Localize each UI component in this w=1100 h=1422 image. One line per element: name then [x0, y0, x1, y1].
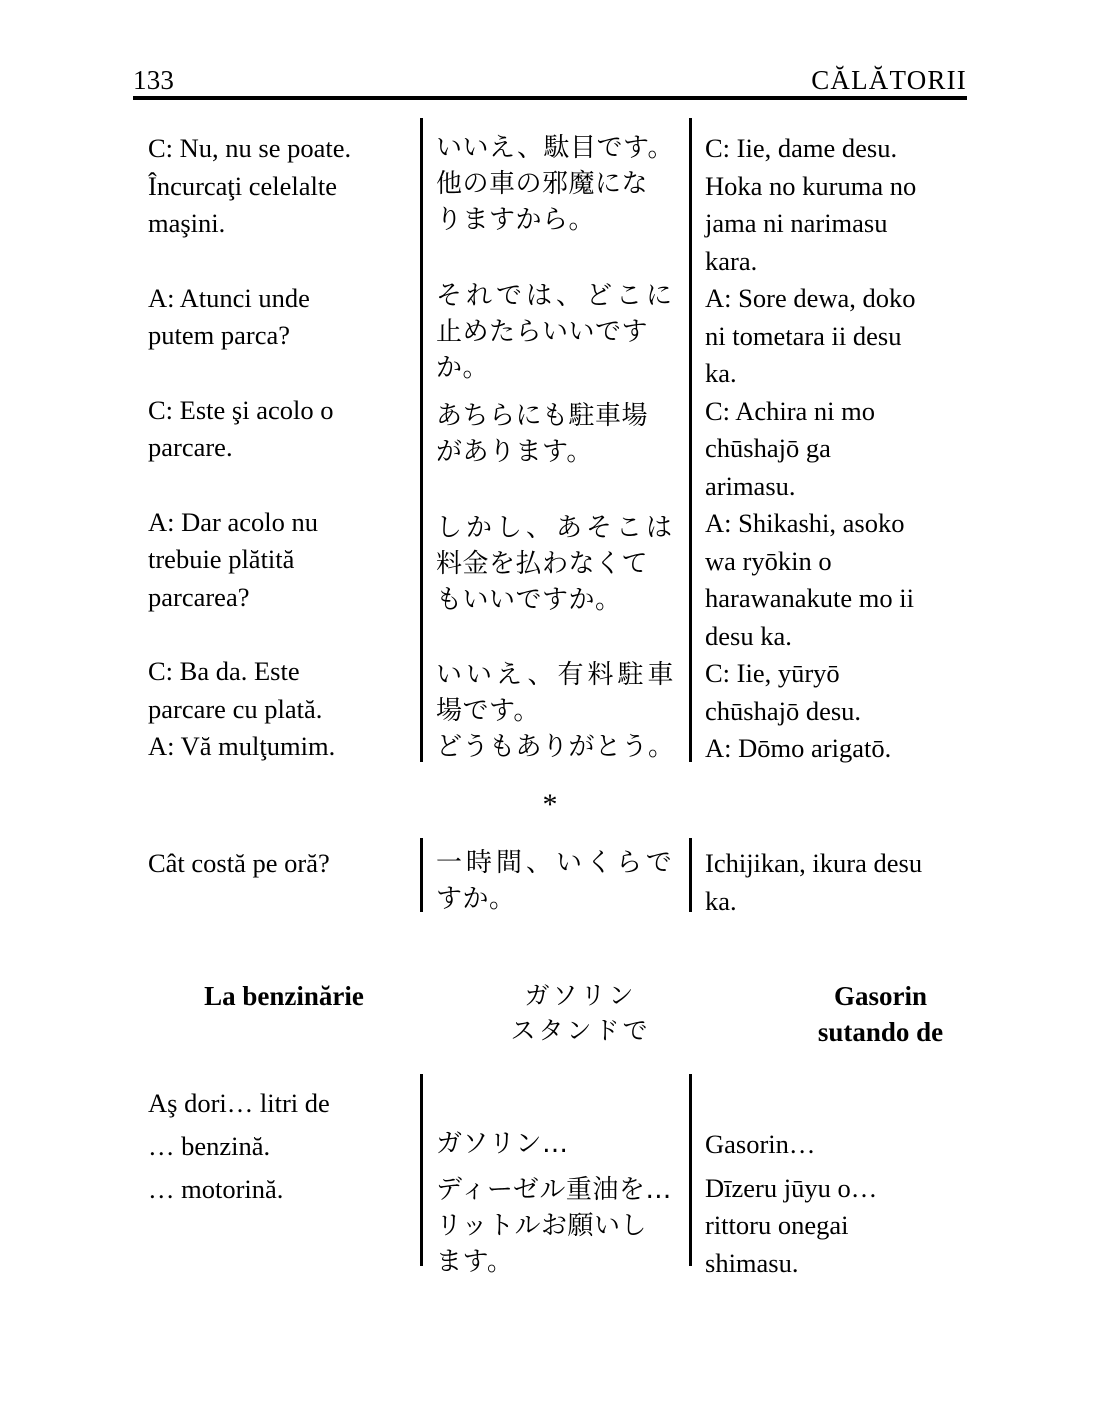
- dialogue-line: 料金を払わなくて: [436, 549, 649, 579]
- dialogue-line: C: Este şi acolo o: [148, 394, 334, 425]
- phrase-line: Dīzeru jūyu o…: [705, 1172, 878, 1203]
- dialogue-line: あちらにも駐車場: [436, 401, 649, 431]
- fuel-row-block: [148, 1082, 972, 1282]
- dialogue-line: kara.: [705, 245, 758, 276]
- column-divider: [689, 1074, 692, 1266]
- section-divider-asterisk: *: [542, 788, 558, 821]
- dialogue-line: ni tometara ii desu: [705, 320, 902, 351]
- dialogue-block-top: [148, 130, 972, 768]
- phrase-line: Gasorin…: [705, 1129, 816, 1159]
- dialogue-line: parcare.: [148, 432, 233, 462]
- section-title-japanese-line1: ガソリン: [524, 981, 637, 1010]
- dialogue-line: C: Iie, dame desu.: [705, 133, 898, 163]
- section-title-romaji-line1: Gasorin: [833, 981, 927, 1011]
- column-divider: [420, 838, 423, 912]
- price-column-romanian: [148, 845, 420, 920]
- dialogue-line: chūshajō desu.: [705, 695, 862, 726]
- running-head: [133, 56, 967, 94]
- dialogue-line: 他の車の邪魔にな: [436, 169, 649, 199]
- dialogue-line: chūshajō ga: [705, 433, 831, 463]
- column-divider: [420, 118, 423, 762]
- phrase-line: 一時間、いくらで: [436, 848, 676, 878]
- dialogue-line: maşini.: [148, 208, 226, 238]
- dialogue-column-japanese: [420, 130, 689, 768]
- dialogue-line: があります。: [436, 437, 593, 467]
- dialogue-line: もいいですか。: [436, 585, 622, 615]
- section-title-romaji-line2: sutando de: [817, 1017, 944, 1047]
- phrase-line: … motorină.: [148, 1174, 284, 1204]
- phrase-line: ガソリン…: [436, 1129, 569, 1159]
- dialogue-line: A: Vă mulţumim.: [148, 731, 336, 761]
- dialogue-line: A: Dōmo arigatō.: [705, 733, 892, 763]
- dialogue-line: putem parca?: [148, 320, 290, 350]
- paragraph-gap: [436, 1162, 681, 1172]
- dialogue-line: parcarea?: [148, 581, 250, 612]
- dialogue-line: jama ni narimasu: [705, 208, 888, 238]
- dialogue-line: C: Iie, yūryō: [705, 658, 840, 688]
- dialogue-line: それでは、どこに: [436, 281, 677, 311]
- dialogue-line: A: Sore dewa, doko: [705, 283, 916, 313]
- phrase-line: Ichijikan, ikura desu: [705, 848, 923, 878]
- dialogue-line: か。: [436, 353, 490, 383]
- dialogue-line: arimasu.: [705, 470, 796, 501]
- phrase-line: shimasu.: [705, 1247, 799, 1278]
- dialogue-line: desu ka.: [705, 620, 792, 651]
- paragraph-gap: [436, 238, 681, 278]
- dialogue-line: どうもありがとう。: [436, 732, 675, 762]
- dialogue-line: しかし、あそこは: [436, 513, 677, 543]
- paragraph-gap: [148, 355, 410, 392]
- phrase-line: リットルお願いし: [436, 1211, 647, 1241]
- paragraph-gap: [148, 243, 410, 280]
- paragraph-gap: [436, 386, 681, 398]
- paragraph-gap: [148, 616, 410, 653]
- price-column-romaji: [689, 845, 972, 920]
- phrase-line: ます。: [436, 1247, 514, 1277]
- phrase-line: … benzină.: [148, 1131, 271, 1161]
- dialogue-line: いいえ、有料駐車: [436, 660, 678, 690]
- dialogue-line: 場です。: [436, 696, 540, 726]
- dialogue-line: parcare cu plată.: [148, 693, 323, 724]
- section-title-romanian: La benzinărie: [204, 981, 364, 1011]
- page-number: 133: [133, 65, 175, 95]
- dialogue-line: wa ryōkin o: [705, 545, 832, 576]
- column-divider: [689, 118, 692, 762]
- dialogue-line: C: Ba da. Este: [148, 656, 300, 686]
- dialogue-column-romaji: [689, 130, 972, 768]
- phrase-line: Aş dori… litri de: [148, 1088, 330, 1118]
- paragraph-gap: [436, 618, 681, 657]
- header-rule: [133, 96, 967, 100]
- chapter-title: CĂLĂTORII: [811, 65, 967, 95]
- fuel-column-japanese: [420, 1082, 689, 1282]
- dialogue-line: C: Achira ni mo: [705, 395, 876, 426]
- paragraph-gap: [436, 470, 681, 510]
- dialogue-line: Încurcaţi celelalte: [148, 170, 338, 201]
- dialogue-line: りますから。: [436, 205, 596, 235]
- dialogue-line: Hoka no kuruma no: [705, 170, 917, 201]
- dialogue-column-romanian: [148, 130, 420, 768]
- dialogue-line: C: Nu, nu se poate.: [148, 133, 352, 163]
- phrase-line: Cât costă pe oră?: [148, 848, 330, 878]
- dialogue-line: ka.: [705, 358, 737, 388]
- paragraph-gap: [705, 1082, 972, 1126]
- phrase-line: ka.: [705, 885, 737, 916]
- section-title-row: [148, 978, 1022, 1050]
- fuel-column-romaji: [689, 1082, 972, 1282]
- dialogue-line: 止めたらいいです: [436, 317, 649, 347]
- column-divider: [689, 838, 692, 912]
- fuel-column-romanian: [148, 1082, 420, 1282]
- section-title-romaji: [723, 978, 1022, 1050]
- section-title-japanese-line2: スタンドで: [510, 1016, 651, 1045]
- price-row-block: [148, 845, 972, 920]
- dialogue-line: A: Dar acolo nu: [148, 506, 318, 537]
- phrase-line: すか。: [436, 884, 516, 914]
- dialogue-line: いいえ、駄目です。: [436, 133, 674, 163]
- dialogue-line: A: Shikashi, asoko: [705, 508, 905, 538]
- dialogue-line: trebuie plătită: [148, 544, 295, 574]
- dialogue-line: harawanakute mo ii: [705, 583, 914, 613]
- phrase-line: rittoru onegai: [705, 1210, 849, 1240]
- phrase-line: ディーゼル重油を…: [436, 1175, 672, 1205]
- paragraph-gap: [148, 467, 410, 504]
- section-title-japanese: [430, 978, 723, 1050]
- column-divider: [420, 1074, 423, 1266]
- paragraph-gap: [436, 1082, 681, 1126]
- price-column-japanese: [420, 845, 689, 920]
- dialogue-line: A: Atunci unde: [148, 282, 310, 313]
